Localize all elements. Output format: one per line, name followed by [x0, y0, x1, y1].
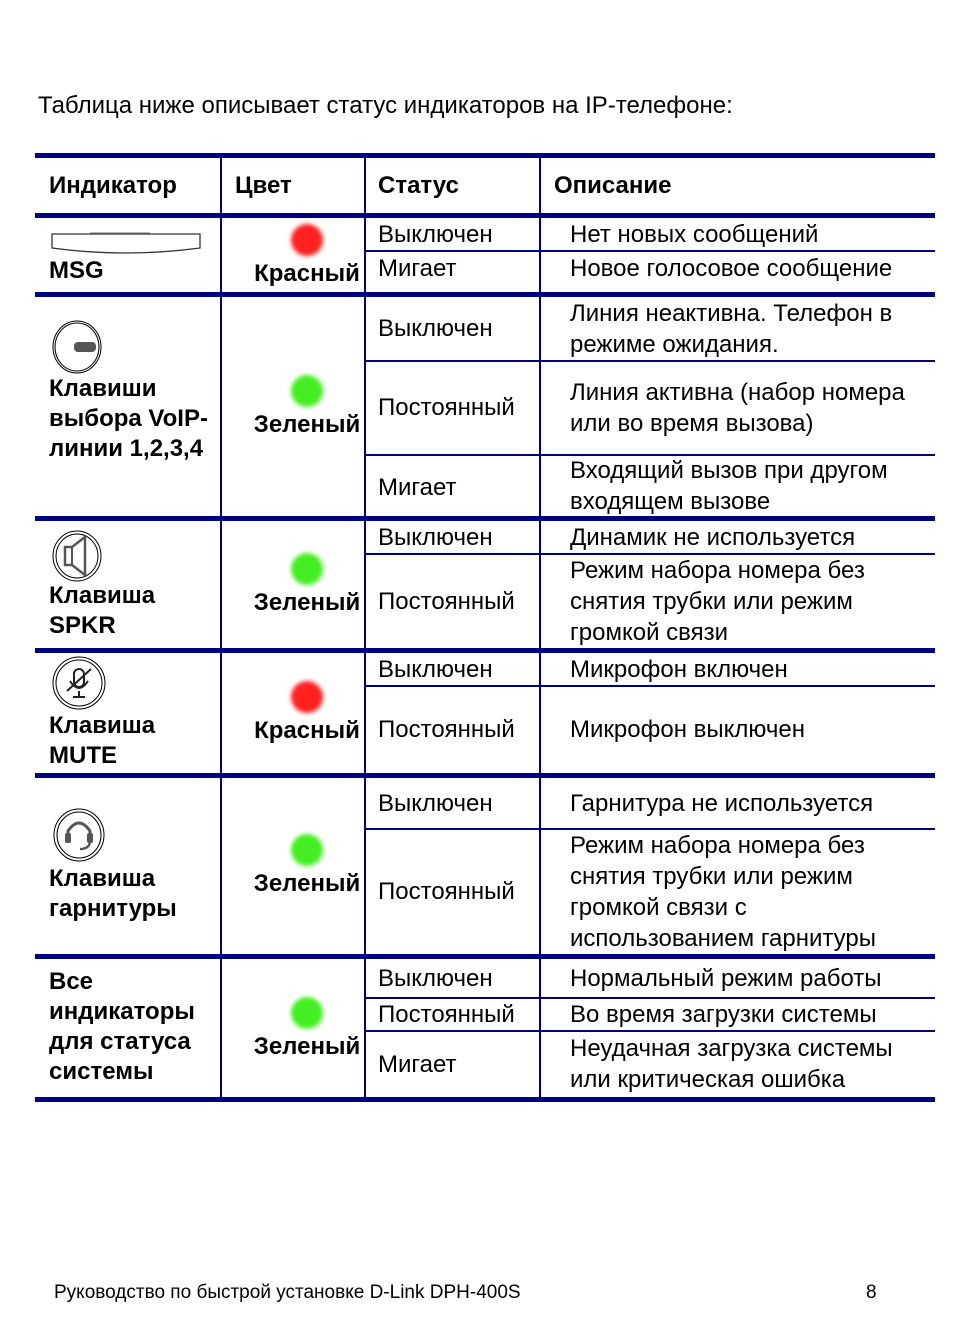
header-indicator: Индикатор	[49, 171, 177, 199]
header-color: Цвет	[235, 171, 292, 199]
table-group-system-status	[35, 959, 935, 1097]
table-rule	[35, 1097, 935, 1102]
color-label: Красный	[254, 260, 360, 287]
description-text: Линия активна (набор номера или во время вызова)	[570, 378, 905, 437]
table-group-msg	[35, 218, 935, 292]
description-text: Гарнитура не используется	[570, 789, 874, 817]
color-cell	[235, 834, 379, 898]
table-group-mute	[35, 653, 935, 773]
color-label: Красный	[254, 717, 360, 744]
description-text: Динамик не используется	[570, 523, 856, 551]
status-text: Постоянный	[378, 878, 515, 905]
description-text: Неудачная загрузка системы или критическая ошибка	[570, 1035, 893, 1093]
red-led-icon	[291, 224, 323, 256]
status-text: Выключен	[378, 315, 493, 342]
description-text: Входящий вызов при другом входящем вызове	[570, 457, 888, 515]
status-text: Мигает	[378, 254, 457, 282]
green-led-icon	[291, 553, 323, 585]
footer-text: Руководство по быстрой установке D-Link DPH-400S	[54, 1282, 521, 1303]
status-text: Постоянный	[378, 587, 515, 615]
table-row	[365, 455, 935, 517]
indicator-label: Клавиши выбора VoIP-линии 1,2,3,4	[49, 375, 208, 462]
color-cell	[235, 681, 379, 745]
header-status: Статус	[378, 171, 459, 199]
description-text: Режим набора номера без снятия трубки или режим громкой связи	[570, 556, 865, 646]
table-row	[365, 686, 935, 773]
indicator-label: MSG	[49, 257, 104, 284]
description-text: Линия неактивна. Телефон в режиме ожидания.	[570, 299, 893, 358]
status-text: Мигает	[378, 474, 457, 501]
status-text: Постоянный	[378, 1000, 515, 1028]
table-group-headset	[35, 778, 935, 954]
status-text: Мигает	[378, 1050, 457, 1078]
color-label: Зеленый	[253, 870, 361, 897]
indicator-label: Клавиша гарнитуры	[49, 865, 177, 922]
green-led-icon	[291, 834, 323, 866]
description-text: Микрофон выключен	[570, 716, 805, 743]
intro-text: Таблица ниже описывает статус индикаторов на IP-телефоне:	[38, 92, 733, 119]
status-text: Выключен	[378, 220, 493, 248]
table-row	[365, 959, 935, 997]
header-description: Описание	[554, 171, 672, 199]
green-led-icon	[291, 997, 323, 1029]
table-row	[365, 1031, 935, 1097]
msg-lamp-icon	[50, 228, 202, 258]
headset-icon	[52, 807, 106, 863]
table-row	[365, 554, 935, 648]
table-row	[365, 361, 935, 454]
line-key-icon	[51, 319, 103, 375]
description-text: Во время загрузки системы	[570, 1000, 877, 1028]
mute-microphone-icon	[51, 655, 107, 711]
status-text: Постоянный	[378, 716, 515, 743]
status-text: Постоянный	[378, 394, 515, 421]
table-row	[365, 778, 935, 828]
description-text: Режим набора номера без снятия трубки или режим громкой связи с использованием гарнитуры	[570, 831, 876, 952]
table-row	[365, 829, 935, 954]
table-row	[365, 521, 935, 553]
table-row	[365, 653, 935, 685]
table-row	[365, 998, 935, 1030]
description-text: Нет новых сообщений	[570, 220, 819, 248]
status-text: Выключен	[378, 789, 493, 817]
status-text: Выключен	[378, 964, 493, 992]
table-row	[365, 218, 935, 250]
indicator-label: Клавиша MUTE	[49, 712, 156, 769]
status-text: Выключен	[378, 655, 493, 683]
table-row	[365, 297, 935, 360]
color-cell	[235, 375, 379, 439]
color-label: Зеленый	[253, 411, 361, 438]
description-text: Микрофон включен	[570, 655, 788, 683]
description-text: Новое голосовое сообщение	[570, 254, 893, 282]
green-led-icon	[291, 375, 323, 407]
color-label: Зеленый	[253, 589, 361, 616]
table-group-line-keys	[35, 297, 935, 516]
table-group-speaker	[35, 521, 935, 648]
page-number: 8	[866, 1282, 877, 1303]
indicator-label: Все индикаторы для статуса системы	[49, 968, 195, 1085]
description-text: Нормальный режим работы	[570, 964, 882, 992]
color-cell	[235, 553, 379, 617]
color-cell	[235, 224, 379, 288]
color-cell	[235, 997, 379, 1061]
color-label: Зеленый	[253, 1033, 361, 1060]
indicator-label: Клавиша SPKR	[49, 582, 156, 639]
red-led-icon	[291, 681, 323, 713]
status-text: Выключен	[378, 523, 493, 551]
table-row	[365, 252, 935, 284]
speaker-icon	[51, 529, 103, 583]
